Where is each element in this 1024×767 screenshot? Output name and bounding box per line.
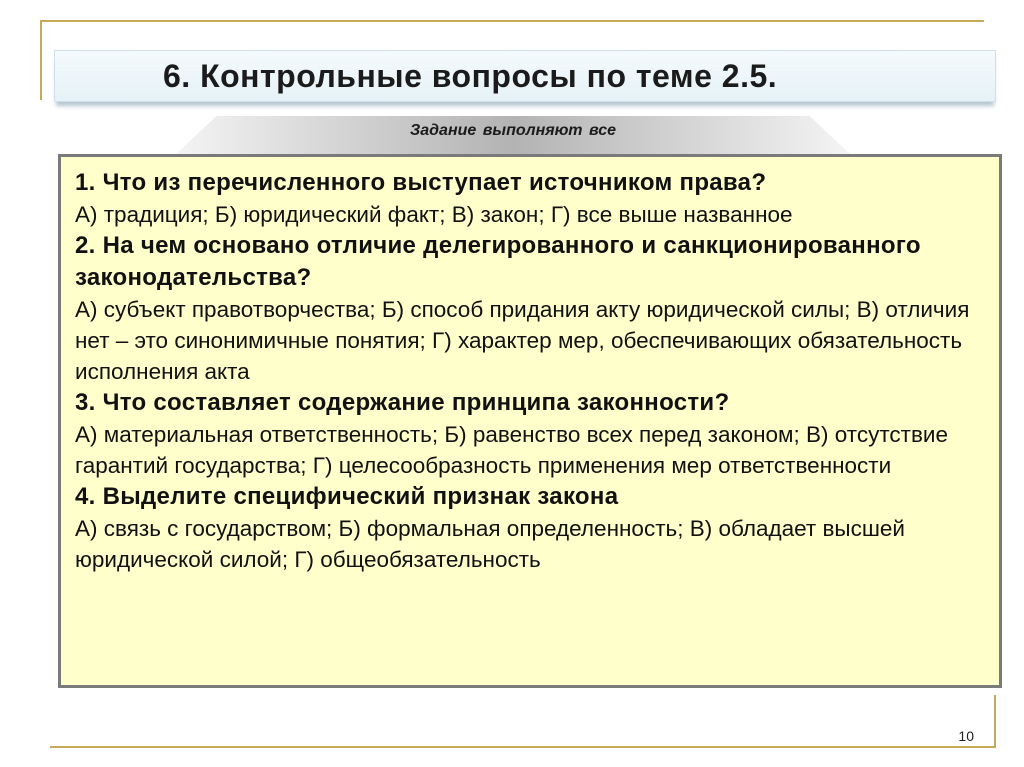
answers-3: А) материальная ответственность; Б) равенство всех перед законом; В) отсутствие гарантий государства; Г) целесообразность применения мер ответственности — [75, 422, 948, 478]
bottom-border-line — [50, 746, 996, 748]
answers-2: А) субъект правотворчества; Б) способ придания акту юридической силы; В) отличия нет – это синонимичные понятия; Г) характер мер, обеспечивающих обязательность исполнения акта — [75, 297, 970, 384]
question-4: 4. Выделите специфический признак закона — [75, 483, 619, 510]
slide-title: 6. Контрольные вопросы по теме 2.5. — [163, 57, 778, 94]
top-border-line — [40, 20, 984, 22]
question-2: 2. На чем основано отличие делегированного и санкционированного законодательства? — [75, 232, 921, 291]
question-1: 1. Что из перечисленного выступает источником права? — [75, 169, 767, 196]
right-border-line — [994, 695, 996, 747]
slide-subtitle: Задание выполняют все — [409, 122, 617, 139]
answers-1: А) традиция; Б) юридический факт; В) закон; Г) все выше названное — [75, 202, 793, 227]
questions-box — [58, 154, 1002, 688]
left-border-line — [40, 20, 42, 100]
question-3: 3. Что составляет содержание принципа законности? — [75, 389, 730, 416]
title-banner — [54, 50, 996, 102]
answers-4: А) связь с государством; Б) формальная определенность; В) обладает высшей юридической силой; Г) общеобязательность — [75, 516, 905, 572]
page-number: 10 — [958, 728, 974, 744]
